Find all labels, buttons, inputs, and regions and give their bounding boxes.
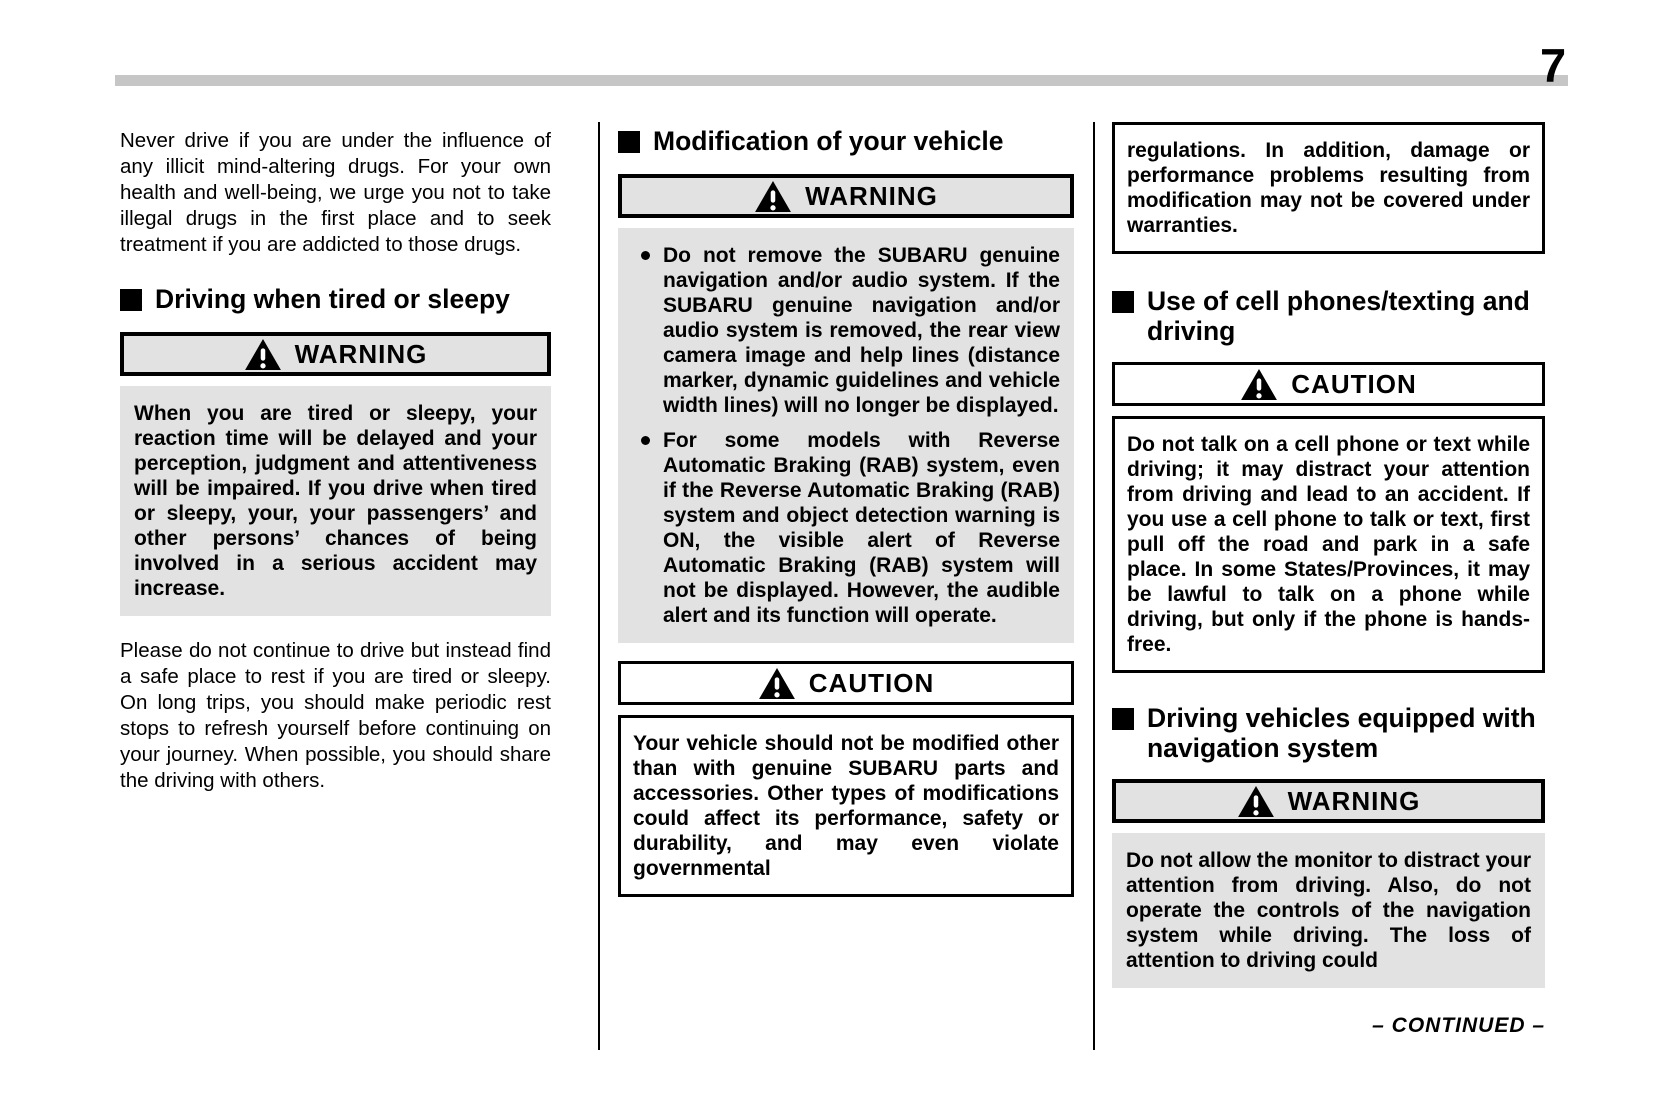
warning-body: [618, 228, 1074, 643]
caution-header: [618, 661, 1074, 705]
section-heading-navigation: [1112, 703, 1545, 763]
warning-triangle-icon: [244, 338, 282, 371]
caution-body: Do not talk on a cell phone or text while driving; it may distract your attention from driving and lead to an accident. If you use a cell phone to talk or text, first pull off the road and park in a safe place. In some States/Provinces, it may be lawful to talk on a phone while driving, but only if the phone is hands-free.: [1112, 416, 1545, 673]
column-middle: [618, 126, 1074, 897]
warning-header: [1112, 779, 1545, 823]
bullet-text: For some models with Reverse Automatic Braking (RAB) system, even if the Reverse Automatic Braking (RAB) system and object detection warning is ON, the visible alert of Reverse Automatic Braking (RAB) system will not be displayed. However, the audible alert and its function will operate.: [663, 429, 1060, 627]
heading-label: Driving when tired or sleepy: [155, 284, 510, 314]
caution-body: Your vehicle should not be modified other than with genuine SUBARU parts and accessories. Other types of modifications could affect its performance, safety or durability, and may even violate governmental: [618, 715, 1074, 897]
section-heading-tired-or-sleepy: [120, 284, 551, 314]
warning-body: When you are tired or sleepy, your reaction time will be delayed and your perception, judgment and attentiveness will be impaired. If you drive when tired or sleepy, your, your passengers’ and other persons’ chances of being involved in a serious accident may increase.: [120, 386, 551, 616]
warning-triangle-icon: [758, 667, 796, 700]
heading-label: Driving vehicles equipped with navigation system: [1147, 703, 1536, 763]
caution-label: CAUTION: [808, 667, 935, 698]
column-left: [120, 128, 551, 794]
bullet-icon: [641, 436, 650, 445]
heading-square-icon: [618, 131, 640, 153]
section-heading-cell-phones: [1112, 286, 1545, 346]
warning-label: WARNING: [1287, 785, 1421, 816]
bullet-icon: [641, 251, 650, 260]
warning-label: WARNING: [294, 338, 428, 369]
continued-marker: – CONTINUED –: [1372, 1014, 1545, 1037]
warning-header: [120, 332, 551, 376]
column-divider: [598, 122, 600, 1050]
warning-body: Do not allow the monitor to distract your attention from driving. Also, do not operate the controls of the navigation system while driving. The loss of attention to driving could: [1112, 833, 1545, 988]
warning-bullet-item: [632, 243, 1060, 418]
column-divider: [1093, 122, 1095, 1050]
warning-triangle-icon: [1240, 368, 1278, 401]
warning-header: [618, 174, 1074, 218]
paragraph: Never drive if you are under the influence of any illicit mind-altering drugs. For your own health and well-being, we urge you not to take illegal drugs in the first place and to seek treatment if you are addicted to those drugs.: [120, 129, 551, 256]
column-right: [1112, 122, 1545, 1038]
heading-square-icon: [120, 289, 142, 311]
warning-triangle-icon: [1237, 785, 1275, 818]
warning-bullet-item: [632, 428, 1060, 628]
bullet-text: Do not remove the SUBARU genuine navigation and/or audio system. If the SUBARU genuine navigation and/or audio system is removed, the rear view camera image and help lines (distance marker, dynamic guidelines and vehicle width lines) will no longer be displayed.: [663, 244, 1060, 417]
page-number: 7: [1540, 39, 1567, 92]
heading-label: Use of cell phones/texting and driving: [1147, 286, 1530, 346]
heading-square-icon: [1112, 291, 1134, 313]
section-heading-modification: [618, 126, 1074, 156]
caution-header: [1112, 362, 1545, 406]
caution-body-continuation: regulations. In addition, damage or performance problems resulting from modification may not be covered under warranties.: [1112, 122, 1545, 254]
paragraph: Please do not continue to drive but instead find a safe place to rest if you are tired or sleepy. On long trips, you should make periodic rest stops to refresh yourself before continuing on your journey. When possible, you should share the driving with others.: [120, 639, 551, 792]
warning-triangle-icon: [754, 180, 792, 213]
heading-label: Modification of your vehicle: [653, 126, 1004, 156]
warning-label: WARNING: [805, 180, 938, 211]
header-rule: [115, 75, 1568, 86]
heading-square-icon: [1112, 708, 1134, 730]
caution-label: CAUTION: [1291, 368, 1417, 399]
